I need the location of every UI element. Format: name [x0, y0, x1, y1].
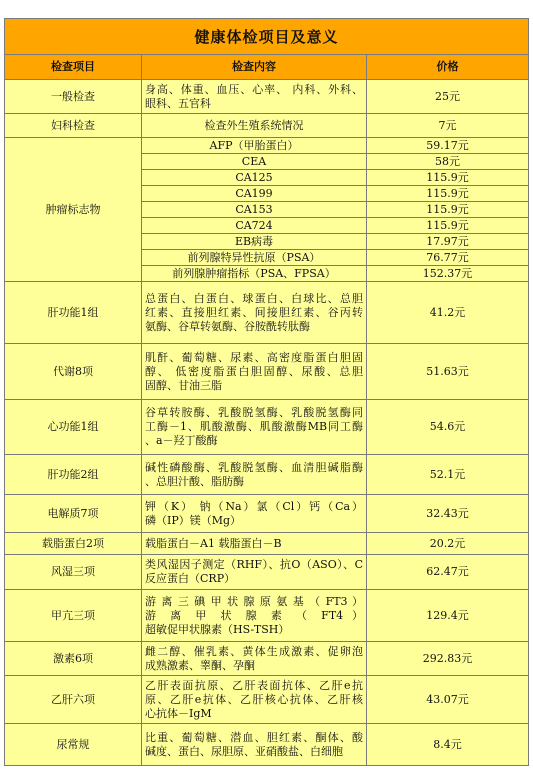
row-content: EB病毒	[142, 234, 367, 250]
content-line: 超敏促甲状腺素（HS-TSH）	[145, 622, 290, 636]
row-price: 115.9元	[367, 202, 529, 218]
row-price: 76.77元	[367, 250, 529, 266]
health-checkup-table	[4, 18, 529, 766]
content-line: 游 离 三 碘 甲 状 腺 原 氨 基 （ FT3 ）	[145, 594, 363, 608]
table-row	[5, 455, 529, 495]
row-price: 54.6元	[367, 400, 529, 455]
row-content: CA724	[142, 218, 367, 234]
table-row	[5, 80, 529, 114]
table-row	[5, 676, 529, 724]
content-line: 碱度、蛋白、尿胆原、亚硝酸盐、白细胞	[145, 744, 343, 758]
content-line: 工酶－1、肌酸激酶、肌酸激酶MB同工酶	[145, 420, 363, 433]
row-name: 乙肝六项	[5, 676, 142, 724]
row-content: AFP（甲胎蛋白）	[142, 138, 367, 154]
content-line: 心抗体－IgM	[145, 706, 212, 720]
row-price: 152.37元	[367, 266, 529, 282]
row-price: 58元	[367, 154, 529, 170]
content-line: 总蛋白、白蛋白、球蛋白、白球比、总胆	[145, 291, 363, 305]
content-line: 类风湿因子测定（RHF）、抗O（ASO）、C	[145, 558, 363, 571]
row-content	[142, 114, 367, 138]
row-content	[142, 676, 367, 724]
row-name: 甲亢三项	[5, 590, 142, 642]
content-line: 游 离 甲 状 腺 素 （ FT4 ）	[145, 608, 363, 622]
content-line: 谷草转胺酶、乳酸脱氢酶、乳酸脱氢酶同	[145, 406, 363, 419]
row-name: 肿瘤标志物	[5, 138, 142, 282]
content-line: 载脂蛋白－A1 载脂蛋白－B	[145, 536, 282, 550]
table-row	[5, 495, 529, 533]
row-price: 25元	[367, 80, 529, 114]
content-line: 原、乙肝e抗体、乙肝核心抗体、乙肝核	[145, 692, 363, 706]
row-price: 59.17元	[367, 138, 529, 154]
content-line: 眼科、五官科	[145, 96, 211, 110]
row-price: 43.07元	[367, 676, 529, 724]
row-content	[142, 642, 367, 676]
content-line: 乙肝表面抗原、乙肝表面抗体、乙肝e抗	[145, 678, 363, 692]
row-price: 115.9元	[367, 170, 529, 186]
content-line: 肌酐、葡萄糖、尿素、高密度脂蛋白胆固	[145, 350, 363, 364]
table-row	[5, 344, 529, 400]
row-price: 62.47元	[367, 555, 529, 590]
table-row	[5, 533, 529, 555]
content-line: 雌二醇、催乳素、黄体生成激素、促卵泡	[145, 644, 363, 658]
row-content	[142, 555, 367, 590]
row-name: 风湿三项	[5, 555, 142, 590]
row-content: CA125	[142, 170, 367, 186]
row-name: 心功能1组	[5, 400, 142, 455]
content-line: 、总胆汁酸、脂肪酶	[145, 474, 244, 488]
row-price: 17.97元	[367, 234, 529, 250]
row-name: 一般检查	[5, 80, 142, 114]
table-row	[5, 555, 529, 590]
row-price: 8.4元	[367, 724, 529, 766]
content-line: 成熟激素、睾酮、孕酮	[145, 658, 255, 672]
content-line: 固醇、甘油三脂	[145, 378, 222, 392]
table-row	[5, 138, 529, 154]
row-content: CA199	[142, 186, 367, 202]
table-row	[5, 114, 529, 138]
row-content	[142, 282, 367, 344]
row-price: 32.43元	[367, 495, 529, 533]
row-name: 肝功能1组	[5, 282, 142, 344]
content-line: 、a－羟丁酸酶	[145, 434, 218, 447]
row-content	[142, 455, 367, 495]
row-content	[142, 590, 367, 642]
content-line: 红素、直接胆红素、间接胆红素、谷丙转	[145, 305, 363, 319]
row-price: 52.1元	[367, 455, 529, 495]
row-name: 妇科检查	[5, 114, 142, 138]
row-content	[142, 533, 367, 555]
content-line: 钾（K） 钠（Na）氯（Cl）钙（Ca）	[145, 499, 363, 513]
row-content	[142, 724, 367, 766]
row-content: CEA	[142, 154, 367, 170]
row-name: 激素6项	[5, 642, 142, 676]
table-row	[5, 282, 529, 344]
row-price: 51.63元	[367, 344, 529, 400]
column-header-content: 检查内容	[142, 55, 367, 80]
row-price: 115.9元	[367, 218, 529, 234]
row-content: 前列腺肿瘤指标（PSA、FPSA）	[142, 266, 367, 282]
row-name: 代谢8项	[5, 344, 142, 400]
content-line: 磷（IP）镁（Mg）	[145, 513, 242, 527]
row-content	[142, 495, 367, 533]
row-name: 电解质7项	[5, 495, 142, 533]
row-content	[142, 400, 367, 455]
content-line: 氨酶、谷草转氨酶、谷胺酰转肽酶	[145, 319, 310, 333]
row-price: 129.4元	[367, 590, 529, 642]
content-line: 碱性磷酸酶、乳酸脱氢酶、血清胆碱脂酶	[145, 460, 363, 474]
table-row	[5, 590, 529, 642]
row-name: 尿常规	[5, 724, 142, 766]
row-price: 7元	[367, 114, 529, 138]
content-line: 检查外生殖系统情况	[204, 118, 304, 132]
row-price: 115.9元	[367, 186, 529, 202]
row-content: CA153	[142, 202, 367, 218]
column-header-item: 检查项目	[5, 55, 142, 80]
content-line: 比重、葡萄糖、潜血、胆红素、酮体、酸	[145, 730, 363, 744]
content-line: 醇、 低密度脂蛋白胆固醇、尿酸、总胆	[145, 364, 363, 378]
column-header-price: 价格	[367, 55, 529, 80]
content-line: 反应蛋白（CRP）	[145, 572, 236, 585]
row-name: 载脂蛋白2项	[5, 533, 142, 555]
row-price: 41.2元	[367, 282, 529, 344]
table-row	[5, 724, 529, 766]
table-row	[5, 400, 529, 455]
row-price: 292.83元	[367, 642, 529, 676]
row-price: 20.2元	[367, 533, 529, 555]
row-name: 肝功能2组	[5, 455, 142, 495]
page-title: 健康体检项目及意义	[5, 19, 529, 55]
row-content	[142, 344, 367, 400]
content-line: 身高、体重、血压、心率、 内科、外科、	[145, 82, 363, 96]
row-content	[142, 80, 367, 114]
table-row	[5, 642, 529, 676]
row-content: 前列腺特异性抗原（PSA）	[142, 250, 367, 266]
